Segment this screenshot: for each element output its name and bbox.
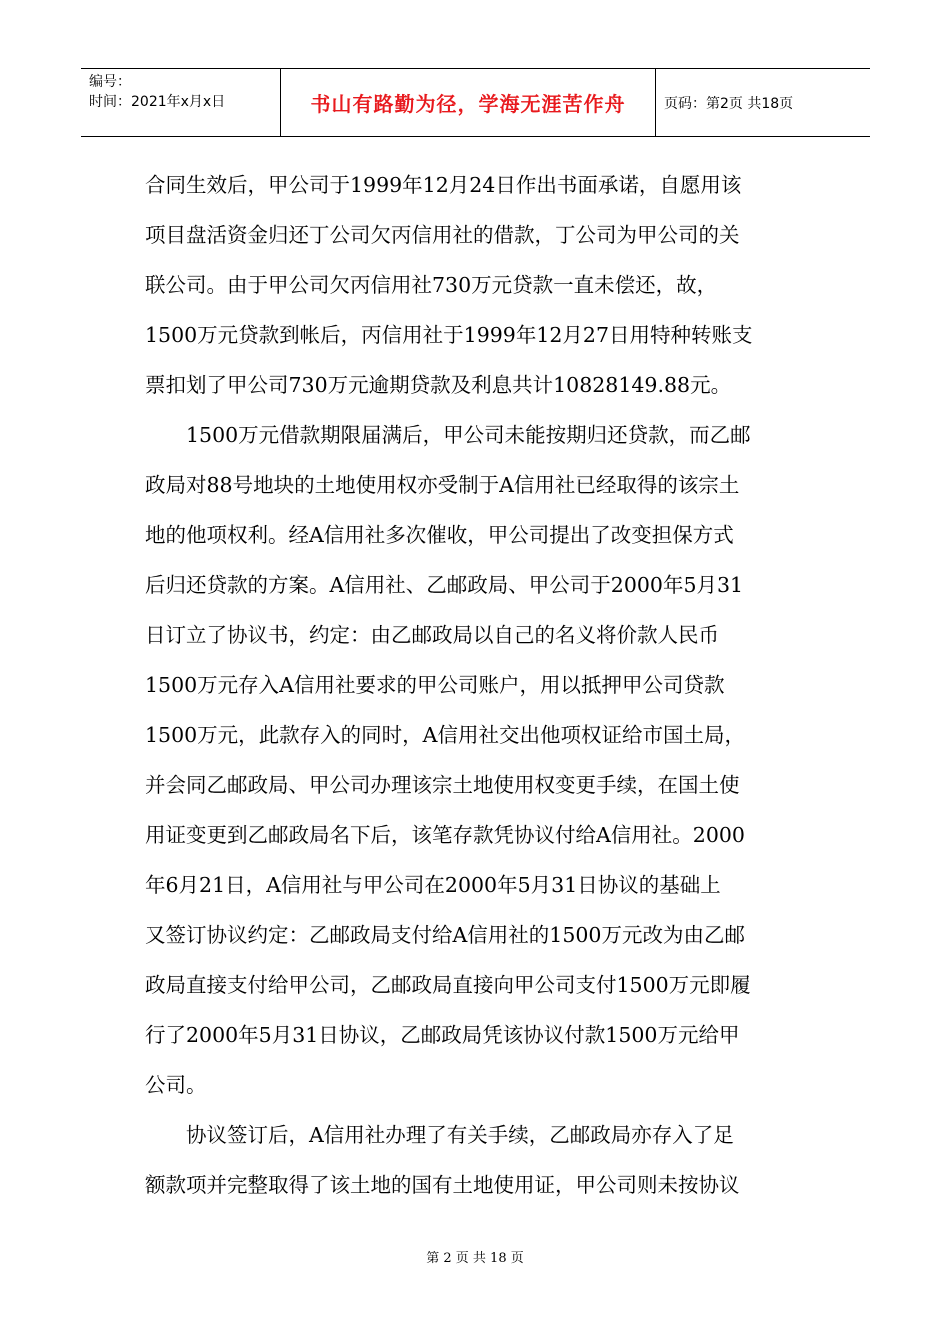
text-line: 又签订协议约定：乙邮政局支付给A信用社的1500万元改为由乙邮 — [145, 923, 745, 947]
document-header — [81, 68, 870, 137]
document-body — [145, 160, 810, 1210]
page-footer: 第 2 页 共 18 页 — [426, 1251, 524, 1266]
text-line: 协议签订后，A信用社办理了有关手续，乙邮政局亦存入了足 — [145, 1123, 734, 1147]
header-meta-cell — [81, 69, 281, 136]
date-label: 时间：2021年x月x日 — [89, 94, 226, 110]
text-line: 项目盘活资金归还丁公司欠丙信用社的借款，丁公司为甲公司的关 — [145, 223, 740, 247]
text-line: 用证变更到乙邮政局名下后，该笔存款凭协议付给A信用社。2000 — [145, 823, 745, 847]
number-label: 编号： — [89, 74, 131, 90]
text-line: 票扣划了甲公司730万元逾期贷款及利息共计10828149.88元。 — [145, 373, 732, 397]
text-line: 行了2000年5月31日协议，乙邮政局凭该协议付款1500万元给甲 — [145, 1023, 740, 1047]
text-line: 合同生效后，甲公司于1999年12月24日作出书面承诺，自愿用该 — [145, 173, 742, 197]
text-line: 并会同乙邮政局、甲公司办理该宗土地使用权变更手续，在国土使 — [145, 773, 740, 797]
text-line: 1500万元借款期限届满后，甲公司未能按期归还贷款，而乙邮 — [145, 423, 751, 447]
text-line: 1500万元存入A信用社要求的甲公司账户，用以抵押甲公司贷款 — [145, 673, 725, 697]
header-motto-cell — [281, 69, 656, 136]
motto-text: 书山有路勤为径，学海无涯苦作舟 — [310, 92, 626, 116]
text-line: 政局直接支付给甲公司，乙邮政局直接向甲公司支付1500万元即履 — [145, 973, 751, 997]
text-line: 日订立了协议书，约定：由乙邮政局以自己的名义将价款人民币 — [145, 623, 719, 647]
header-page-cell — [656, 69, 870, 136]
text-line: 联公司。由于甲公司欠丙信用社730万元贷款一直未偿还，故， — [145, 273, 718, 297]
text-line: 公司。 — [145, 1073, 207, 1097]
text-line: 后归还贷款的方案。A信用社、乙邮政局、甲公司于2000年5月31 — [145, 573, 744, 597]
text-line: 1500万元贷款到帐后，丙信用社于1999年12月27日用特种转账支 — [145, 323, 753, 347]
page-number-label: 页码：第2页 共18页 — [664, 95, 794, 112]
text-line: 年6月21日，A信用社与甲公司在2000年5月31日协议的基础上 — [145, 873, 721, 897]
text-line: 1500万元，此款存入的同时，A信用社交出他项权证给市国土局， — [145, 723, 745, 747]
text-line: 政局对88号地块的土地使用权亦受制于A信用社已经取得的该宗土 — [145, 473, 740, 497]
text-line: 额款项并完整取得了该土地的国有土地使用证，甲公司则未按协议 — [145, 1173, 740, 1197]
text-line: 地的他项权利。经A信用社多次催收，甲公司提出了改变担保方式 — [145, 523, 734, 547]
